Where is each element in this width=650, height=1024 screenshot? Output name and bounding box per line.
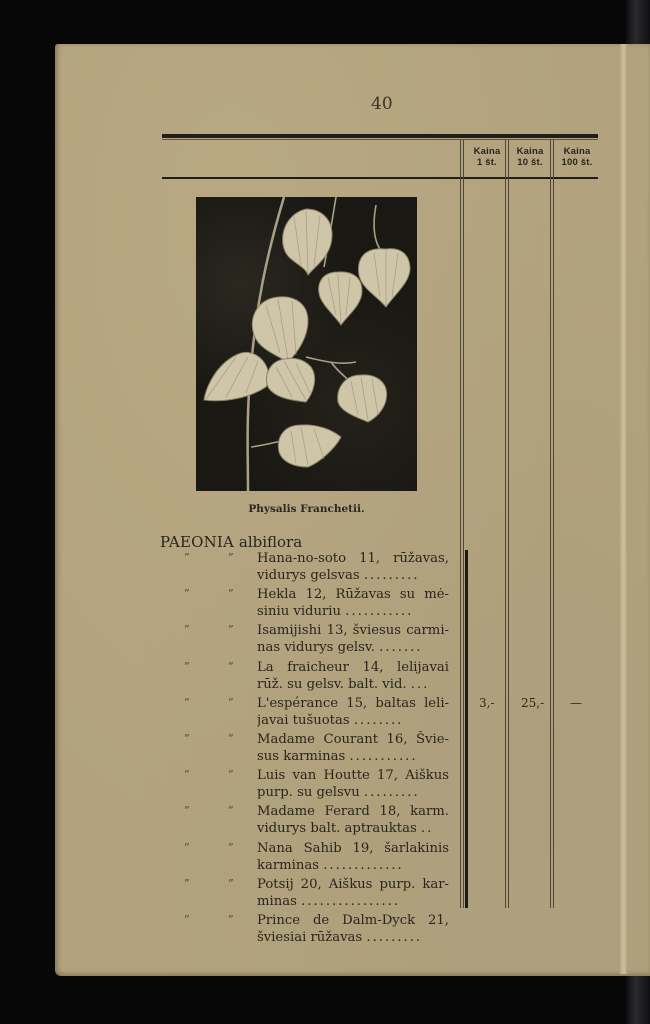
variety-list — [180, 550, 452, 948]
variety-line-2-text: javai tušuotas — [257, 712, 350, 728]
ditto-mark: ” — [228, 587, 234, 601]
variety-description — [257, 586, 449, 620]
variety-line-1: Luis van Houtte 17, Aiškus — [257, 768, 449, 784]
header-rule-top-thin — [162, 139, 598, 140]
ditto-mark: ” — [228, 731, 234, 745]
lantern-pod — [278, 425, 341, 467]
ditto-mark: ” — [228, 623, 234, 637]
variety-description — [257, 912, 449, 946]
dot-leader: ......... — [366, 929, 423, 945]
variety-line-2-text: šviesiai rūžavas — [257, 929, 363, 945]
ditto-mark: ” — [228, 876, 234, 890]
ditto-mark: ” — [184, 623, 190, 637]
variety-line-2-text: vidurys balt. aptrauktas — [257, 821, 417, 837]
list-item — [180, 876, 452, 912]
ditto-mark: ” — [184, 912, 190, 926]
dot-leader: ... — [410, 676, 430, 692]
dot-leader: ........... — [349, 749, 418, 765]
price-per-10: 25,- — [521, 696, 545, 710]
ditto-mark: ” — [228, 804, 234, 818]
variety-description — [257, 622, 449, 656]
column-divider — [505, 140, 509, 908]
variety-line-2 — [257, 567, 449, 584]
ditto-mark: ” — [184, 695, 190, 709]
column-header-price-1 — [465, 146, 509, 168]
variety-description — [257, 550, 449, 584]
list-item — [180, 912, 452, 948]
genus-name: PAEONIA — [160, 533, 235, 551]
ditto-mark: ” — [228, 912, 234, 926]
price-per-1: 3,- — [479, 696, 495, 710]
variety-line-1: Madame Courant 16, Švie- — [257, 731, 449, 747]
dot-leader: .. — [420, 821, 434, 837]
variety-line-1: L'espérance 15, baltas leli- — [257, 695, 449, 711]
list-item — [180, 550, 452, 586]
variety-description — [257, 659, 449, 693]
column-header-label: Kaina — [473, 146, 501, 157]
lantern-pod — [204, 352, 269, 400]
variety-line-2 — [257, 893, 449, 910]
dot-leader: ....... — [379, 640, 423, 656]
header-rule-bottom — [162, 177, 598, 179]
species-name: albiflora — [238, 533, 303, 551]
list-item — [180, 695, 452, 731]
variety-description — [257, 731, 449, 765]
ditto-mark: ” — [228, 695, 234, 709]
variety-line-2 — [257, 748, 449, 765]
ditto-mark: ” — [228, 659, 234, 673]
dot-leader: ......... — [363, 568, 420, 584]
variety-line-2-text: purp. su gelsvu — [257, 785, 360, 801]
ditto-mark: ” — [184, 876, 190, 890]
variety-line-1: Nana Sahib 19, šarlakinis — [257, 840, 449, 856]
dot-leader: ......... — [363, 785, 420, 801]
ditto-mark: ” — [228, 768, 234, 782]
variety-line-1: Hekla 12, Rūžavas su mė- — [257, 587, 449, 603]
variety-line-2 — [257, 820, 449, 837]
list-item — [180, 803, 452, 839]
list-item — [180, 586, 452, 622]
header-rule-top — [162, 134, 598, 138]
dot-leader: ............. — [323, 857, 404, 873]
ditto-mark: ” — [184, 804, 190, 818]
variety-line-2-text: nas vidurys gelsv. — [257, 640, 375, 656]
variety-line-2 — [257, 929, 449, 946]
variety-line-2-text: vidurys gelsvas — [257, 568, 360, 584]
column-header-price-100 — [555, 146, 599, 168]
column-divider — [550, 140, 554, 908]
ditto-mark: ” — [184, 551, 190, 564]
list-item — [180, 767, 452, 803]
ditto-mark: ” — [184, 659, 190, 673]
variety-line-1: La fraicheur 14, lelijavai — [257, 659, 449, 675]
ditto-mark: ” — [184, 768, 190, 782]
variety-description — [257, 767, 449, 801]
ditto-mark: ” — [184, 587, 190, 601]
page-edge — [620, 44, 628, 974]
column-divider — [460, 140, 464, 908]
physalis-photo — [196, 197, 417, 491]
column-header-unit: 100 št. — [561, 157, 593, 168]
lantern-pod — [267, 358, 315, 402]
variety-line-2 — [257, 712, 449, 729]
variety-line-1: Prince de Dalm-Dyck 21, — [257, 912, 449, 928]
variety-line-2 — [257, 857, 449, 874]
branch-stem — [374, 205, 382, 252]
lantern-pod — [358, 249, 410, 307]
ditto-mark: ” — [228, 551, 234, 564]
dot-leader: ........ — [353, 712, 404, 728]
variety-line-2-text: sus karminas — [257, 749, 346, 765]
variety-line-2 — [257, 784, 449, 801]
physalis-illustration — [196, 197, 417, 491]
list-item — [180, 659, 452, 695]
variety-line-1: Madame Ferard 18, karm. — [257, 804, 449, 820]
variety-description — [257, 803, 449, 837]
ditto-mark: ” — [184, 731, 190, 745]
variety-line-1: Potsij 20, Aiškus purp. kar- — [257, 876, 449, 892]
dot-leader: ........... — [345, 604, 414, 620]
ditto-mark: ” — [184, 840, 190, 854]
dot-leader: ................ — [301, 893, 401, 909]
column-header-label: Kaina — [516, 146, 544, 157]
variety-line-1: Hana-no-soto 11, rūžavas, — [257, 551, 449, 566]
column-header-unit: 1 št. — [476, 157, 497, 168]
variety-line-2-text: karminas — [257, 857, 320, 873]
variety-line-2-text: rūž. su gelsv. balt. vid. — [257, 676, 407, 692]
photo-caption: Physalis Franchetii. — [248, 503, 365, 515]
variety-description — [257, 840, 449, 874]
page-number: 40 — [371, 94, 393, 114]
variety-line-2-text: siniu viduriu — [257, 604, 341, 620]
variety-line-2-text: minas — [257, 893, 297, 909]
variety-description — [257, 876, 449, 910]
variety-line-2 — [257, 676, 449, 693]
price-per-100: — — [570, 696, 582, 710]
variety-line-2 — [257, 639, 449, 656]
column-header-label: Kaina — [563, 146, 591, 157]
list-item — [180, 840, 452, 876]
list-item — [180, 622, 452, 658]
variety-line-2 — [257, 603, 449, 620]
group-bracket — [465, 550, 468, 908]
variety-description — [257, 695, 449, 729]
column-header-price-10 — [508, 146, 552, 168]
variety-line-1: Isamijishi 13, šviesus carmi- — [257, 623, 449, 639]
genus-heading — [160, 533, 302, 551]
list-item — [180, 731, 452, 767]
column-header-unit: 10 št. — [517, 157, 543, 168]
ditto-mark: ” — [228, 840, 234, 854]
